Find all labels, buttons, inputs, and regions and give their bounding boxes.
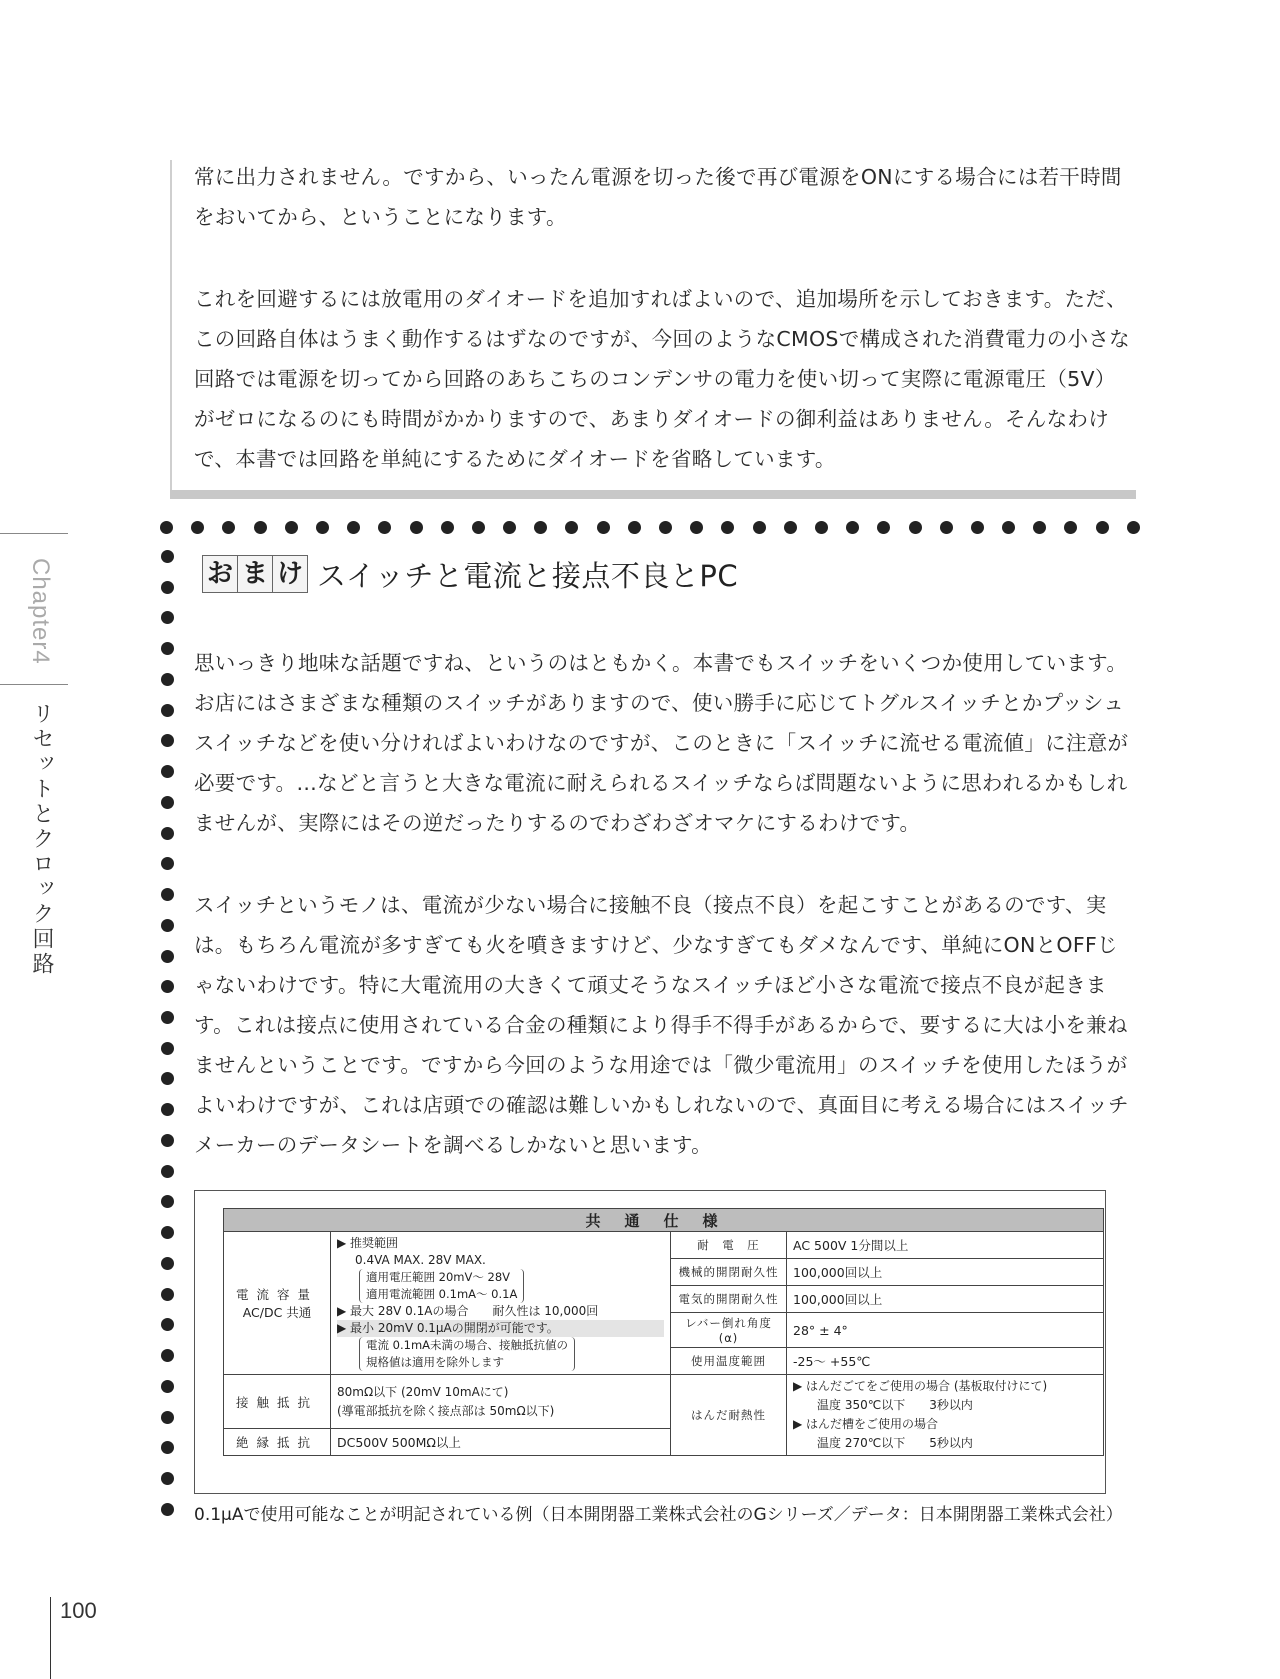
- spec-value: 100,000回以上: [787, 1286, 1104, 1313]
- border-dot: [161, 1472, 174, 1485]
- contact-resistance-value: 80mΩ以下 (20mV 10mAにて) (導電部抵抗を除く接点部は 50mΩ以下): [331, 1375, 671, 1429]
- border-dot: [161, 765, 174, 778]
- chapter-title: リセットとクロック回路: [29, 702, 54, 977]
- border-dot: [191, 521, 204, 534]
- border-dot: [222, 521, 235, 534]
- body-paragraph-2: スイッチというモノは、電流が少ない場合に接触不良（接点不良）を起こすことがあるのです、実は。もちろん電流が多すぎても火を噴きますけど、少なすぎてもダメなんです、単純にONとOFFじゃないわけです。特に大電流用の大きくて頑丈そうなスイッチほど小さな電流で接点不良が起きます。これは接点に使用されている合金の種類により得手不得手があるからで、要するに大は小を兼ねませんということです。ですから今回のような用途では「微少電流用」のスイッチを使用したほうがよいわけですが、これは店頭での確認は難しいかもしれないので、真面目に考える場合にはスイッチメーカーのデータシートを調べるしかないと思います。: [194, 893, 1129, 1157]
- prev-paragraph-2: これを回避するには放電用のダイオードを追加すればよいので、追加場所を示しておきます。ただ、この回路自体はうまく動作するはずなのですが、今回のようなCMOSで構成された消費電力の小さな回路では電源を切ってから回路のあちこちのコンデンサの電力を使い切って実際に電源電圧（5V）がゼロになるのにも時間がかかりますので、あまりダイオードの御利益はありません。そんなわけで、本書では回路を単純にするためにダイオードを省略しています。: [194, 287, 1130, 471]
- contact-resistance-label: 接触抵抗: [224, 1375, 331, 1429]
- spec-table-header: 共通仕様: [224, 1209, 1104, 1232]
- column-left-rule: [170, 160, 172, 490]
- spec-value: -25～ +55℃: [787, 1348, 1104, 1375]
- solder-heat-label: はんだ耐熱性: [671, 1375, 787, 1456]
- border-dot: [597, 521, 610, 534]
- border-dot: [161, 1380, 174, 1393]
- border-dot: [410, 521, 423, 534]
- figure-caption: 0.1μAで使用可能なことが明記されている例（日本開閉器工業株式会社のGシリーズ／データ：日本開閉器工業株式会社）: [194, 1505, 1123, 1525]
- border-dot: [161, 1318, 174, 1331]
- omake-char: け: [272, 555, 308, 593]
- border-dot: [161, 1503, 174, 1516]
- border-dot: [659, 521, 672, 534]
- current-capacity-value: ▶ 推奨範囲 0.4VA MAX. 28V MAX. 適用電圧範囲 20mV～ 28V 適用電流範囲 0.1mA～ 0.1A ▶ 最大 28V 0.1Aの場合 耐久性は 10,000回 ▶ 最小 20mV 0.1μAの開閉が可能です。 電流 0.1mA未満の場合、接触抵抗値の 規格値は適用を除外します: [331, 1232, 671, 1375]
- border-dot: [161, 980, 174, 993]
- border-dot: [1096, 521, 1109, 534]
- chapter-label: Chapter4: [27, 558, 54, 665]
- prev-paragraph-1: 常に出力されません。ですから、いったん電源を切った後で再び電源をONにする場合には若干時間をおいてから、ということになります。: [194, 165, 1122, 229]
- spec-label: 耐 電 圧: [671, 1232, 787, 1259]
- body-paragraph-1: 思いっきり地味な話題ですね、というのはともかく。本書でもスイッチをいくつか使用しています。お店にはさまざまな種類のスイッチがありますので、使い勝手に応じてトグルスイッチとかプッシュスイッチなどを使い分ければよいわけなのですが、このときに「スイッチに流せる電流値」に注意が必要です。…などと言うと大きな電流に耐えられるスイッチならば問題ないように思われるかもしれませんが、実際にはその逆だったりするのでわざわざオマケにするわけです。: [194, 651, 1129, 835]
- border-dot: [565, 521, 578, 534]
- border-dot: [254, 521, 267, 534]
- border-dot: [628, 521, 641, 534]
- border-dot: [161, 1134, 174, 1147]
- section-title: [202, 552, 738, 596]
- border-dot: [721, 521, 734, 534]
- border-dot: [316, 521, 329, 534]
- border-dot: [846, 521, 859, 534]
- border-dot: [753, 521, 766, 534]
- border-dot: [161, 1042, 174, 1055]
- border-dot: [161, 1226, 174, 1239]
- column-bottom-bar: [170, 490, 1136, 499]
- border-dot: [784, 521, 797, 534]
- sidebar-rule-top: [0, 533, 68, 534]
- omake-tag: [202, 555, 307, 593]
- sidebar-rule-mid: [0, 684, 68, 685]
- spec-value: AC 500V 1分間以上: [787, 1232, 1104, 1259]
- border-dot: [161, 734, 174, 747]
- border-dot: [161, 611, 174, 624]
- spec-label: 機械的開閉耐久性: [671, 1259, 787, 1286]
- omake-char: ま: [237, 555, 273, 593]
- border-dot: [534, 521, 547, 534]
- page-number: 100: [60, 1598, 97, 1623]
- border-dot: [161, 1195, 174, 1208]
- border-dot: [161, 796, 174, 809]
- border-dot: [161, 1349, 174, 1362]
- border-dot: [161, 857, 174, 870]
- border-dot: [690, 521, 703, 534]
- border-dot: [161, 1411, 174, 1424]
- insulation-resistance-value: DC500V 500MΩ以上: [331, 1429, 671, 1456]
- border-dot: [161, 704, 174, 717]
- border-dot: [940, 521, 953, 534]
- border-dot: [1033, 521, 1046, 534]
- highlighted-line: ▶ 最小 20mV 0.1μAの開閉が可能です。: [337, 1320, 664, 1337]
- border-dot: [971, 521, 984, 534]
- border-dot: [161, 1103, 174, 1116]
- border-dot: [503, 521, 516, 534]
- spec-value: 28° ± 4°: [787, 1313, 1104, 1348]
- omake-char: お: [202, 555, 238, 593]
- border-dot: [161, 827, 174, 840]
- dotted-border-left: [161, 550, 174, 1516]
- spec-table: [223, 1208, 1104, 1456]
- section-title-text: スイッチと電流と接点不良とPC: [317, 558, 739, 593]
- border-dot: [472, 521, 485, 534]
- border-dot: [1127, 521, 1140, 534]
- spec-label: レバー倒れ角度(α): [671, 1313, 787, 1348]
- current-capacity-label: 電流容量 AC/DC 共通: [224, 1232, 331, 1375]
- spec-label: 電気的開閉耐久性: [671, 1286, 787, 1313]
- border-dot: [285, 521, 298, 534]
- border-dot: [161, 888, 174, 901]
- border-dot: [161, 1165, 174, 1178]
- border-dot: [909, 521, 922, 534]
- insulation-resistance-label: 絶縁抵抗: [224, 1429, 331, 1456]
- border-dot: [877, 521, 890, 534]
- border-dot: [161, 1441, 174, 1454]
- border-dot: [160, 521, 173, 534]
- folio-rule: [50, 1597, 51, 1679]
- border-dot: [161, 1257, 174, 1270]
- border-dot: [161, 673, 174, 686]
- border-dot: [378, 521, 391, 534]
- border-dot: [161, 1288, 174, 1301]
- border-dot: [161, 642, 174, 655]
- border-dot: [161, 1011, 174, 1024]
- border-dot: [1064, 521, 1077, 534]
- solder-heat-value: ▶ はんだごてをご使用の場合 (基板取付けにて) 温度 350℃以下 3秒以内 ▶ はんだ槽をご使用の場合 温度 270℃以下 5秒以内: [787, 1375, 1104, 1456]
- spec-label: 使用温度範囲: [671, 1348, 787, 1375]
- border-dot: [1002, 521, 1015, 534]
- border-dot: [161, 581, 174, 594]
- dotted-border-top: [160, 521, 1140, 535]
- border-dot: [347, 521, 360, 534]
- border-dot: [441, 521, 454, 534]
- border-dot: [161, 1072, 174, 1085]
- border-dot: [815, 521, 828, 534]
- border-dot: [161, 919, 174, 932]
- spec-value: 100,000回以上: [787, 1259, 1104, 1286]
- border-dot: [161, 550, 174, 563]
- border-dot: [161, 950, 174, 963]
